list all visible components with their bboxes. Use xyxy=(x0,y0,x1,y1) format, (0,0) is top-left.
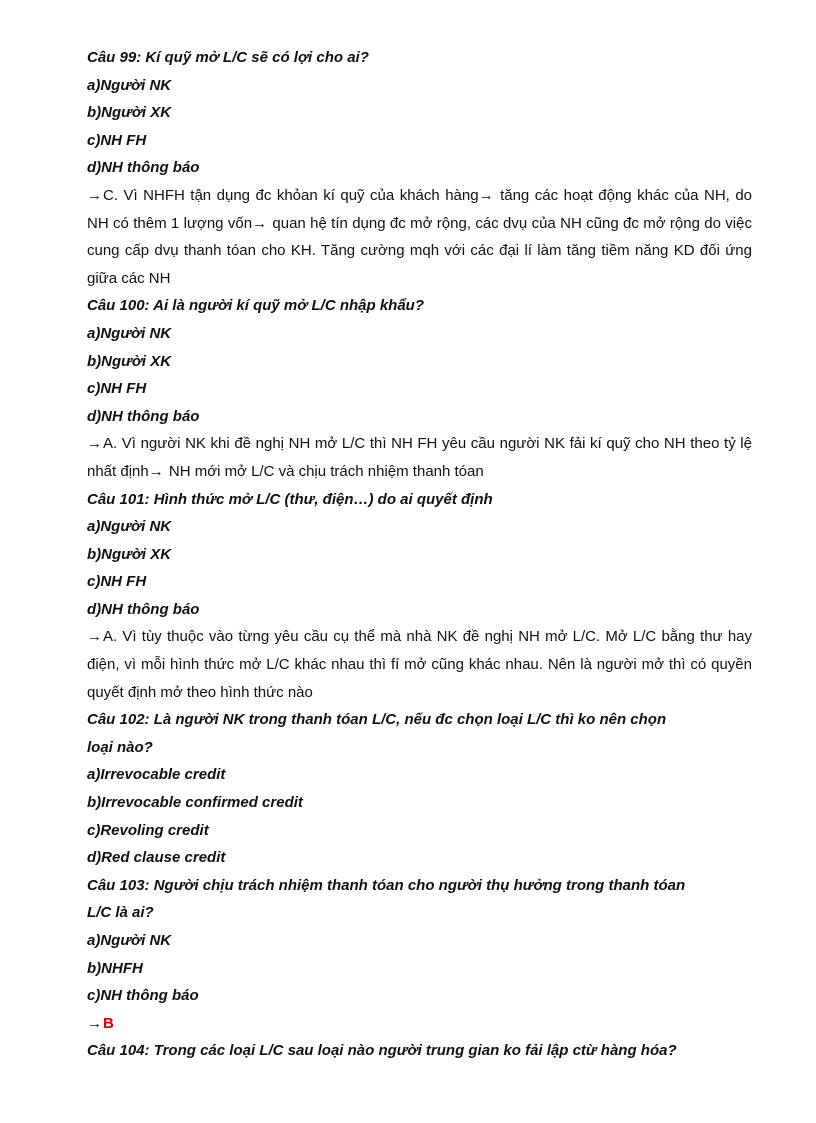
q100-answer-part-1: A. Vì người NK khi đề nghị NH mở L/C thì NH FH yêu cầu người NK fải kí quỹ cho NH theo tỷ lệ nhất định xyxy=(87,435,752,480)
q102-option-d: d)Red clause credit xyxy=(87,849,226,867)
question-103-line-1: Câu 103: Người chịu trách nhiệm thanh tóan cho người thụ hưởng trong thanh tóan xyxy=(87,876,686,894)
q99-answer-part-3: quan hệ tín dụng đc mở rộng, các dvụ của NH cũng đc mở rộng do việc cung cấp dvụ thanh tóan cho KH. Tăng cường mqh với các đại lí làm tăng tiềm năng KD đối ứng giữa các NH xyxy=(87,214,752,287)
q103-option-b: b)NHFH xyxy=(87,959,143,977)
q102-option-c: c)Revoling credit xyxy=(87,821,209,839)
q101-option-c: c)NH FH xyxy=(87,573,147,591)
arrow-icon: → xyxy=(148,462,164,480)
q103-answer xyxy=(87,1010,752,1038)
q100-option-c: c)NH FH xyxy=(87,380,147,398)
arrow-icon: → xyxy=(87,628,102,646)
q101-option-a: a)Người NK xyxy=(87,518,172,536)
document-page xyxy=(87,44,752,1065)
q99-answer-part-2: tăng các hoạt động khác của NH, do NH có thêm 1 lượng vốn xyxy=(87,186,752,232)
q99-option-a: a)Người NK xyxy=(87,76,172,94)
q99-answer-part-1: C. Vì NHFH tận dụng đc khỏan kí quỹ của khách hàng xyxy=(103,186,479,204)
q102-option-b: b)Irrevocable confirmed credit xyxy=(87,794,303,812)
q99-option-b: b)Người XK xyxy=(87,104,172,122)
q103-option-c: c)NH thông báo xyxy=(87,987,199,1005)
question-102-line-1: Câu 102: Là người NK trong thanh tóan L/C, nếu đc chọn loại L/C thì ko nên chọn xyxy=(87,711,667,729)
q101-option-d: d)NH thông báo xyxy=(87,600,200,618)
arrow-icon: → xyxy=(87,186,102,204)
q103-option-a: a)Người NK xyxy=(87,932,172,949)
arrow-icon: → xyxy=(87,435,102,453)
arrow-icon: → xyxy=(478,186,494,204)
q100-option-a: a)Người NK xyxy=(87,324,172,342)
q100-answer-part-2: NH mới mở L/C và chịu trách nhiệm thanh tóan xyxy=(164,462,484,480)
q100-answer xyxy=(87,430,752,485)
q99-option-d: d)NH thông báo xyxy=(87,159,200,177)
q99-answer xyxy=(87,182,752,292)
q101-option-b: b)Người XK xyxy=(87,545,172,563)
q101-answer xyxy=(87,623,752,706)
arrow-icon: → xyxy=(87,1014,102,1032)
q100-option-b: b)Người XK xyxy=(87,352,172,370)
q99-option-c: c)NH FH xyxy=(87,131,147,149)
question-102-line-2: loại nào? xyxy=(87,738,153,756)
q100-option-d: d)NH thông báo xyxy=(87,407,200,425)
question-104: Câu 104: Trong các loại L/C sau loại nào người trung gian ko fải lập ctừ hàng hóa? xyxy=(87,1042,677,1060)
question-101: Câu 101: Hình thức mở L/C (thư, điện…) do ai quyết định xyxy=(87,490,493,508)
question-103-line-2: L/C là ai? xyxy=(87,904,154,922)
question-100: Câu 100: Ai là người kí quỹ mở L/C nhập khẩu? xyxy=(87,297,425,315)
arrow-icon: → xyxy=(252,214,268,232)
q103-answer-letter: B xyxy=(103,1014,114,1032)
q102-option-a: a)Irrevocable credit xyxy=(87,766,226,784)
q101-answer-part-1: A. Vì tùy thuộc vào từng yêu cầu cụ thể mà nhà NK đề nghị NH mở L/C. Mở L/C bằng thư hay điện, vì mỗi hình thức mở L/C khác nhau thì fí mở cũng khác nhau. Nên là người mở thì có quyền quyết định mở theo hình thức nào xyxy=(87,628,752,701)
question-99: Câu 99: Kí quỹ mở L/C sẽ có lợi cho ai? xyxy=(87,49,369,66)
